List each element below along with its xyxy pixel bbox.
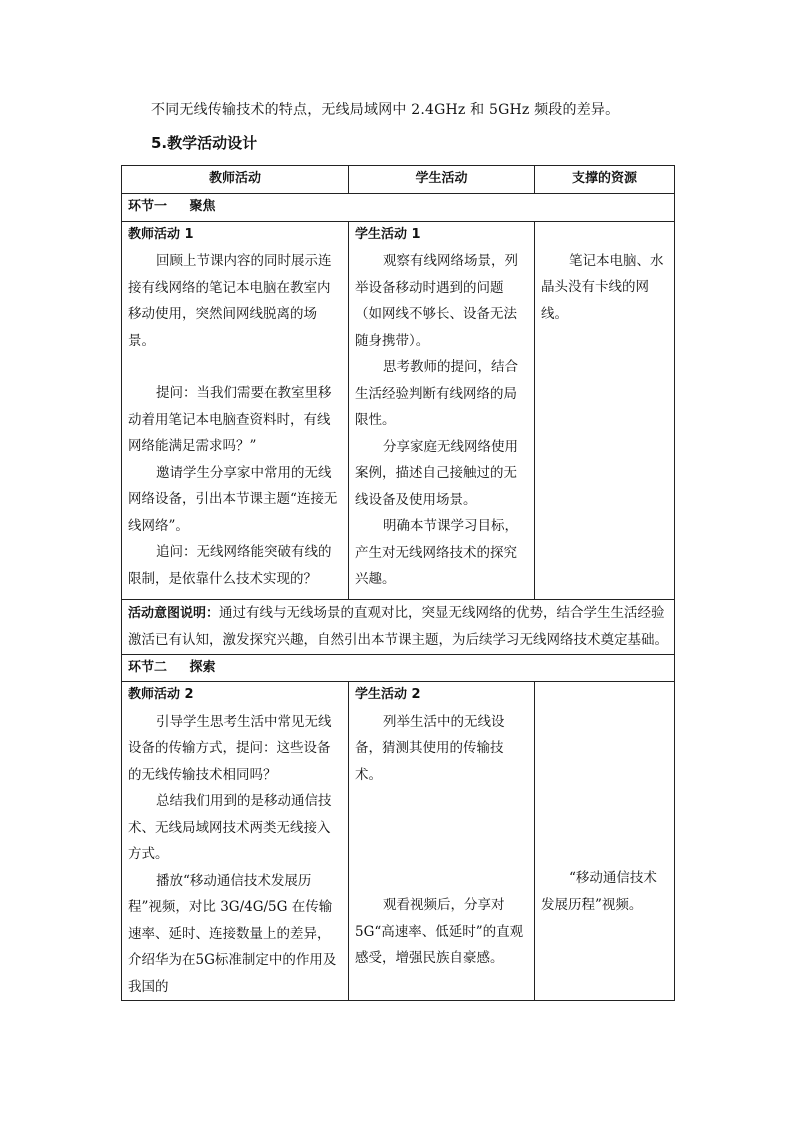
student-1-para-2: 思考教师的提问，结合生活经验判断有线网络的局限性。 — [355, 359, 518, 428]
teacher-1-para-2: 提问：当我们需要在教室里移动着用笔记本电脑查资料时，有线网络能满足需求吗？” — [128, 385, 332, 454]
header-resource: 支撑的资源 — [535, 166, 675, 194]
teacher-2-para-2: 总结我们用到的是移动通信技术、无线局域网技术两类无线接入方式。 — [128, 793, 332, 862]
stage2-resource-cell — [535, 682, 675, 1001]
teacher-2-para-1: 引导学生思考生活中常见无线设备的传输方式，提问：这些设备的无线传输技术相同吗？ — [128, 713, 332, 783]
header-student: 学生活动 — [349, 166, 535, 194]
teacher-2-para-3: 播放“移动通信技术发展历程”视频，对比 3G/4G/5G 在传输速率、延时、连接数量上的差异，介绍华为在5G标准制定中的作用及我国的 — [128, 872, 337, 995]
stage1-title — [122, 194, 675, 222]
student-2-para-1: 列举生活中的无线设备，猜测其使用的传输技术。 — [355, 713, 505, 783]
stage2-title — [122, 654, 675, 682]
intro-text: 不同无线传输技术的特点，无线局域网中 2.4GHz 和 5GHz 频段的差异。 — [151, 102, 620, 118]
teacher-1-para-3: 邀请学生分享家中常用的无线网络设备，引出本节课主题“连接无线网络”。 — [128, 464, 338, 534]
teacher-1-para-4: 追问：无线网络能突破有线的限制，是依靠什么技术实现的？ — [128, 544, 332, 587]
stage2-content-row — [122, 682, 675, 1001]
header-teacher: 教师活动 — [122, 166, 349, 194]
student-1-para-1: 观察有线网络场景，列举设备移动时遇到的问题（如网线不够长、设备无法随身携带）。 — [355, 253, 518, 349]
student-1-para-4: 明确本节课学习目标，产生对无线网络技术的探究兴趣。 — [355, 518, 518, 587]
intent-cell — [122, 599, 675, 654]
stage1-resource: 笔记本电脑、水晶头没有卡线的网线。 — [541, 252, 664, 322]
stage1-name: 聚焦 — [189, 199, 216, 214]
activity-table — [121, 165, 675, 1001]
intent-label: 活动意图说明： — [128, 605, 220, 621]
stage2-teacher-cell — [122, 682, 349, 1001]
teacher-1-para-1: 回顾上节课内容的同时展示连接有线网络的笔记本电脑在教室内移动使用，突然间网线脱离的场景。 — [128, 253, 332, 349]
teacher-activity-1-title: 教师活动 1 — [128, 226, 194, 242]
stage2-student-cell — [349, 682, 535, 1001]
stage1-row — [122, 194, 675, 222]
stage2-label: 环节二 — [128, 659, 168, 675]
student-1-para-3: 分享家庭无线网络使用案例，描述自己接触过的无线设备及使用场景。 — [355, 438, 518, 508]
stage1-resource-cell — [535, 221, 675, 599]
stage1-teacher-cell — [122, 221, 349, 599]
stage2-resource: “移动通信技术发展历程”视频。 — [541, 870, 657, 913]
stage2-row — [122, 654, 675, 682]
intent-text: 通过有线与无线场景的直观对比，突显无线网络的优势，结合学生生活经验激活已有认知，激发探究兴趣，自然引出本节课主题，为后续学习无线网络技术奠定基础。 — [128, 604, 668, 648]
intent-row — [122, 599, 675, 654]
student-activity-2-title: 学生活动 2 — [355, 687, 421, 702]
stage2-name: 探索 — [189, 659, 216, 675]
section-heading: 5.教学活动设计 — [151, 134, 258, 152]
teacher-activity-2-title: 教师活动 2 — [128, 687, 194, 702]
stage1-label: 环节一 — [128, 199, 168, 214]
table-header-row — [122, 166, 675, 194]
student-2-para-2: 观看视频后，分享对 5G“高速率、低延时”的直观感受，增强民族自豪感。 — [355, 897, 524, 966]
stage1-student-cell — [349, 221, 535, 599]
stage1-content-row — [122, 221, 675, 599]
student-activity-1-title: 学生活动 1 — [355, 226, 421, 242]
